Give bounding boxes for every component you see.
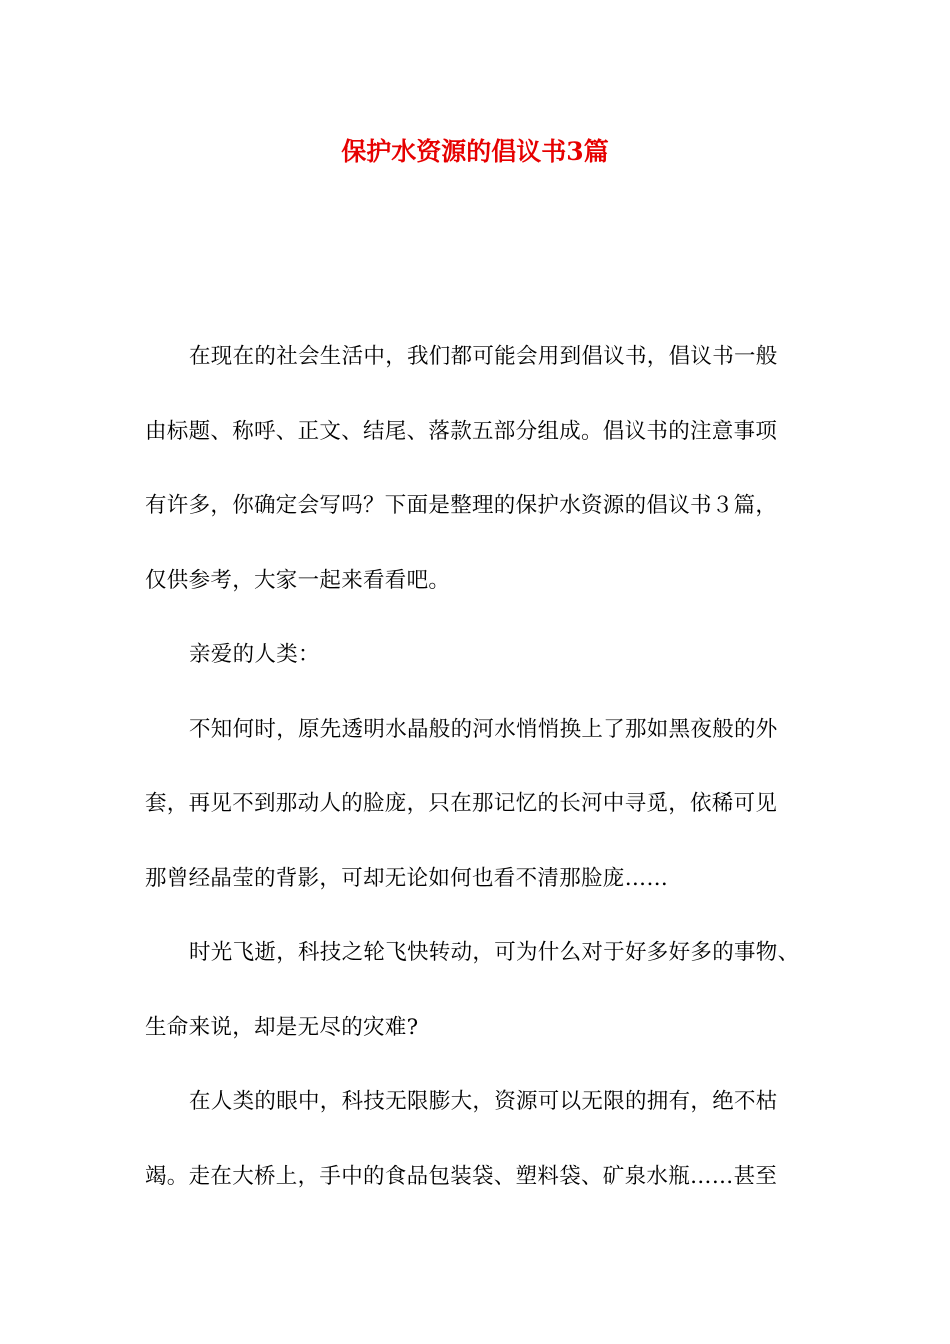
text-line: 亲爱的人类： — [189, 642, 320, 667]
text-line: 不知何时，原先透明水晶般的河水悄悄换上了那如黑夜般的外 — [189, 716, 778, 742]
text-line: 时光飞逝，科技之轮飞快转动，可为什么对于好多好多的事物、 — [189, 940, 800, 965]
text-line: 仅供参考，大家一起来看看吧。 — [145, 567, 451, 593]
text-line: 在现在的社会生活中，我们都可能会用到倡议书，倡议书一般 — [189, 344, 778, 369]
text-line: 有许多，你确定会写吗？下面是整理的保护水资源的倡议书３篇， — [145, 493, 778, 518]
document-body — [145, 320, 815, 1214]
text-line: 那曾经晶莹的背影，可却无论如何也看不清那脸庞…… — [145, 865, 669, 891]
text-line: 由标题、称呼、正文、结尾、落款五部分组成。倡议书的注意事项 — [145, 418, 778, 444]
text-line: 在人类的眼中，科技无限膨大，资源可以无限的拥有，绝不枯 — [189, 1089, 778, 1114]
text-line: 竭。走在大桥上，手中的食品包装袋、塑料袋、矿泉水瓶……甚至 — [145, 1163, 778, 1189]
text-line: 生命来说，却是无尽的灾难? — [145, 1014, 419, 1040]
text-line: 套，再见不到那动人的脸庞，只在那记忆的长河中寻觅，依稀可见 — [145, 791, 778, 816]
document-title: 保护水资源的倡议书3篇 — [341, 137, 609, 166]
